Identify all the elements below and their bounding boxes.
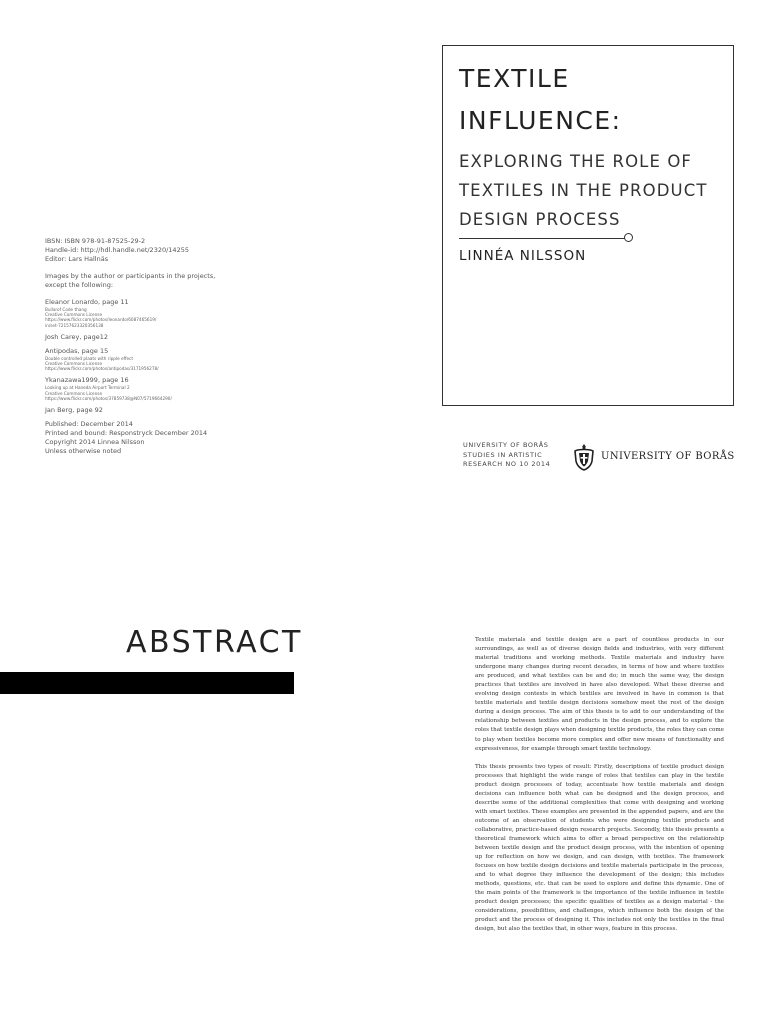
series-line: RESEARCH NO 10 2014 (463, 460, 551, 468)
abstract-black-bar (0, 672, 294, 694)
credit-detail: Creative Commons License (45, 390, 103, 396)
series-info (463, 441, 573, 470)
credit-detail: Bullarof Code thang (45, 307, 87, 312)
cover-subtitle-line: DESIGN PROCESS (459, 210, 621, 229)
credit-detail: in/set-72157623320356138 (45, 322, 104, 328)
credit-detail: https://www.flickr.com/photos/leonardo/6087465619/ (45, 317, 157, 323)
cover-subtitle (459, 147, 734, 234)
credit-name: Jan Berg, page 92 (45, 406, 103, 415)
university-logo-text: UNIVERSITY OF BORÅS (601, 451, 735, 462)
abstract-heading: ABSTRACT (126, 625, 303, 660)
credit-detail: Creative Commons License (45, 361, 103, 367)
credit-detail: Looking up at Haneda Airport Terminal 2 (45, 385, 130, 391)
colophon-line: Editor: Lars Hallnäs (45, 255, 109, 263)
cover-author: LINNÉA NILSSON (459, 248, 587, 264)
image-credit (45, 376, 275, 401)
colophon-line: Published: December 2014 (45, 420, 133, 429)
colophon-line: Printed and bound: Responstryck December 2014 (45, 429, 208, 438)
decorative-rule (459, 238, 625, 239)
series-line: STUDIES IN ARTISTIC (463, 450, 543, 459)
colophon-line: except the following: (45, 281, 114, 289)
image-credit (45, 347, 275, 372)
university-crest-icon (572, 443, 596, 471)
abstract-body (475, 636, 724, 944)
series-line: UNIVERSITY OF BORÅS (463, 441, 549, 449)
credit-name: Eleanor Lonardo, page 11 (45, 298, 129, 306)
colophon (45, 237, 275, 456)
credit-name: Antipodas, page 15 (45, 346, 109, 355)
cover-title-line: TEXTILE (459, 64, 570, 93)
credit-detail: Double controlled plaats with ripple effect (45, 355, 133, 361)
colophon-line: Images by the author or participants in the projects, (45, 272, 216, 280)
cover-subtitle-line: EXPLORING THE ROLE OF (459, 152, 693, 171)
image-credit (45, 406, 275, 415)
rule-end-circle-icon (624, 233, 633, 242)
colophon-line: IBSN: ISBN 978-91-87525-29-2 (45, 237, 146, 245)
credit-detail: https://www.flickr.com/photos/37859738@N07/5719664290/ (45, 395, 172, 401)
cover-title (459, 58, 729, 142)
credit-name: Ykanazawa1999, page 16 (45, 376, 129, 385)
abstract-paragraph: This thesis presents two types of result: Firstly, descriptions of textile product design processes that highlight the wide range of roles that textiles can play in the textile product design processes of today, accentuate how textile materials and design decisions can influence both what can be designed and the design process, and describe some of the additional complexities that come with designing and working with smart textiles. These examples are presented in the appended papers, and are the outcome of an observation of students who were designing textile products and collaborative, practice-based design research projects. Secondly, this thesis presents a theoretical framework which aims to offer a broad perspective on the relationship between textile design and the product design process, with the intention of opening up for reflection on how we design, and can design, with textiles. The framework focuses on how textile design decisions and textile materials participate in the process, and to what degree they influence the development of the design; this includes methods, questions, etc. that can be used to explore and define this dynamic. One of the main points of the framework is the importance of the textile influence in textile product design processes; the specific qualities of textiles as a design material - the considerations, possibilities, and challenges, which influence both the design of the product and the process of designing it. This includes not only the textiles in the final design, but also the textiles that, in other ways, feature in this process. (475, 763, 724, 933)
colophon-line: Unless otherwise noted (45, 447, 122, 456)
credit-name: Josh Carey, page12 (45, 332, 109, 341)
cover-subtitle-line: TEXTILES IN THE PRODUCT (459, 181, 708, 200)
image-credit (45, 333, 275, 342)
publishing-info (45, 420, 275, 456)
credit-detail: https://www.flickr.com/photos/antipodas/3171956278/ (45, 366, 159, 372)
image-credit (45, 298, 275, 328)
credit-detail: Creative Commons License (45, 312, 103, 318)
colophon-line: Copyright 2014 Linnea Nilsson (45, 438, 145, 447)
images-note (45, 272, 275, 290)
cover-title-line: INFLUENCE: (459, 106, 622, 135)
abstract-paragraph: Textile materials and textile design are a part of countless products in our surroundings, as well as of diverse design fields and industries, with very different material traditions and working methods. Textile materials and industry have undergone many changes during recent decades, in terms of how and where textiles are produced, and what textiles can be and do; in much the same way, the design practices that textiles are involved in have also developed. What these diverse and evolving design contexts in which textiles are involved in have in common is that textile materials and textile design decisions somehow meet the rest of the design during a design process. The aim of this thesis is to add to our understanding of the relationship between textiles and products in the design process, and to explore the roles that textile design plays when designing textile products, the roles they can come to play when textiles become more complex and offer new means of functionality and expressiveness, for example through smart textile technology. (475, 637, 724, 752)
colophon-line: Handle-id: http://hdl.handle.net/2320/14255 (45, 246, 189, 254)
publication-ids (45, 237, 275, 264)
